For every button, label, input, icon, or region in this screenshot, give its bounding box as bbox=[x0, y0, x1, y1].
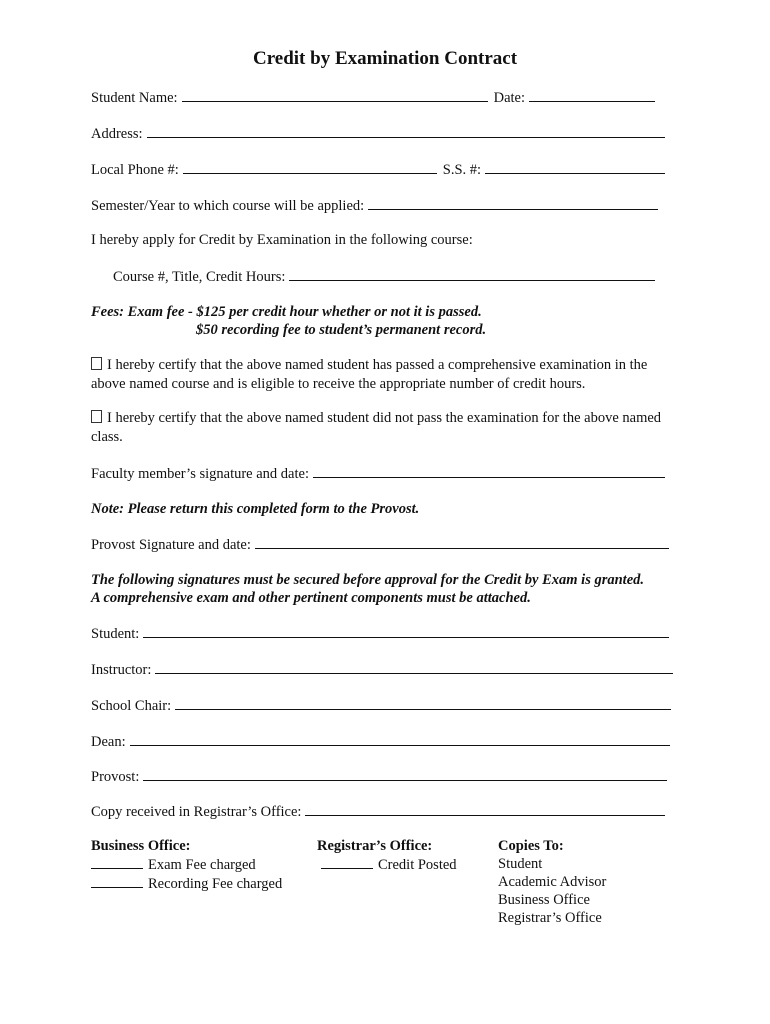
ss-label: S.S. #: bbox=[442, 162, 482, 178]
registrar-copy-field[interactable] bbox=[305, 802, 665, 816]
faculty-signature-field[interactable] bbox=[313, 464, 665, 478]
student-signature-label: Student: bbox=[91, 626, 140, 642]
registrars-office-section bbox=[317, 837, 457, 874]
school-chair-signature-label: School Chair: bbox=[91, 698, 172, 714]
page-title: Credit by Examination Contract bbox=[252, 48, 518, 69]
fees-line-2: $50 recording fee to student’s permanent record. bbox=[196, 322, 487, 338]
registrar-copy-row bbox=[91, 802, 665, 821]
dean-signature-field[interactable] bbox=[130, 732, 670, 746]
phone-row bbox=[91, 160, 665, 179]
copies-to-item: Student bbox=[498, 856, 543, 872]
provost-signature-2-label: Provost: bbox=[91, 769, 140, 785]
date-label: Date: bbox=[493, 90, 525, 106]
provost-signature-field[interactable] bbox=[255, 535, 669, 549]
certify-failed-text: I hereby certify that the above named student did not pass the examination for the above named class. bbox=[91, 410, 662, 445]
signatures-notice-1: The following signatures must be secured before approval for the Credit by Exam is granted. bbox=[91, 572, 645, 588]
copies-to-item: Registrar’s Office bbox=[498, 910, 602, 926]
credit-posted-field[interactable] bbox=[321, 855, 373, 869]
school-chair-signature-field[interactable] bbox=[175, 696, 671, 710]
school-chair-signature-row bbox=[91, 696, 671, 715]
copies-to-heading: Copies To: bbox=[498, 838, 564, 854]
signatures-notice-2: A comprehensive exam and other pertinent components must be attached. bbox=[91, 590, 531, 606]
student-name-label: Student Name: bbox=[91, 90, 178, 106]
local-phone-label: Local Phone #: bbox=[91, 162, 179, 178]
provost-signature-label: Provost Signature and date: bbox=[91, 537, 251, 553]
faculty-signature-label: Faculty member’s signature and date: bbox=[91, 466, 309, 482]
address-field[interactable] bbox=[147, 124, 665, 138]
registrars-office-heading: Registrar’s Office: bbox=[317, 838, 433, 854]
dean-signature-row bbox=[91, 732, 670, 751]
certify-passed bbox=[91, 356, 681, 394]
exam-fee-row bbox=[91, 855, 282, 874]
date-field[interactable] bbox=[529, 88, 655, 102]
recording-fee-label: Recording Fee charged bbox=[148, 876, 283, 892]
instructor-signature-label: Instructor: bbox=[91, 662, 152, 678]
certify-passed-checkbox[interactable] bbox=[91, 357, 102, 370]
exam-fee-label: Exam Fee charged bbox=[148, 857, 256, 873]
instructor-signature-field[interactable] bbox=[155, 660, 673, 674]
copies-to-item: Business Office bbox=[498, 892, 590, 908]
instructor-signature-row bbox=[91, 660, 673, 679]
apply-statement: I hereby apply for Credit by Examination in the following course: bbox=[91, 232, 473, 248]
address-label: Address: bbox=[91, 126, 143, 142]
course-row bbox=[113, 267, 655, 286]
certify-failed-checkbox[interactable] bbox=[91, 410, 102, 423]
address-row bbox=[91, 124, 665, 143]
exam-fee-field[interactable] bbox=[91, 855, 143, 869]
credit-posted-row bbox=[317, 855, 457, 874]
ss-field[interactable] bbox=[485, 160, 665, 174]
student-name-field[interactable] bbox=[182, 88, 488, 102]
student-name-row bbox=[91, 88, 655, 107]
student-signature-row bbox=[91, 624, 669, 643]
faculty-signature-row bbox=[91, 464, 665, 483]
copies-to-item: Academic Advisor bbox=[498, 874, 607, 890]
recording-fee-field[interactable] bbox=[91, 874, 143, 888]
dean-signature-label: Dean: bbox=[91, 734, 126, 750]
local-phone-field[interactable] bbox=[183, 160, 437, 174]
course-field[interactable] bbox=[289, 267, 655, 281]
semester-year-label: Semester/Year to which course will be applied: bbox=[91, 198, 365, 214]
provost-signature-row bbox=[91, 535, 669, 554]
registrar-copy-label: Copy received in Registrar’s Office: bbox=[91, 804, 302, 820]
recording-fee-row bbox=[91, 874, 282, 893]
semester-row bbox=[91, 196, 658, 215]
course-label: Course #, Title, Credit Hours: bbox=[113, 269, 286, 285]
copies-to-section bbox=[498, 837, 606, 927]
student-signature-field[interactable] bbox=[143, 624, 669, 638]
fees-line-1: Fees: Exam fee - $125 per credit hour whether or not it is passed. bbox=[91, 304, 482, 320]
provost-note: Note: Please return this completed form to the Provost. bbox=[91, 501, 420, 517]
business-office-heading: Business Office: bbox=[91, 838, 191, 854]
certify-failed bbox=[91, 409, 681, 447]
provost-signature-2-row bbox=[91, 767, 667, 786]
semester-year-field[interactable] bbox=[368, 196, 658, 210]
business-office-section bbox=[91, 837, 282, 893]
credit-posted-label: Credit Posted bbox=[378, 857, 457, 873]
certify-passed-text: I hereby certify that the above named student has passed a comprehensive examination in the above named course and is eligible to receive the appropriate number of credit hours. bbox=[91, 357, 648, 392]
provost-signature-2-field[interactable] bbox=[143, 767, 667, 781]
